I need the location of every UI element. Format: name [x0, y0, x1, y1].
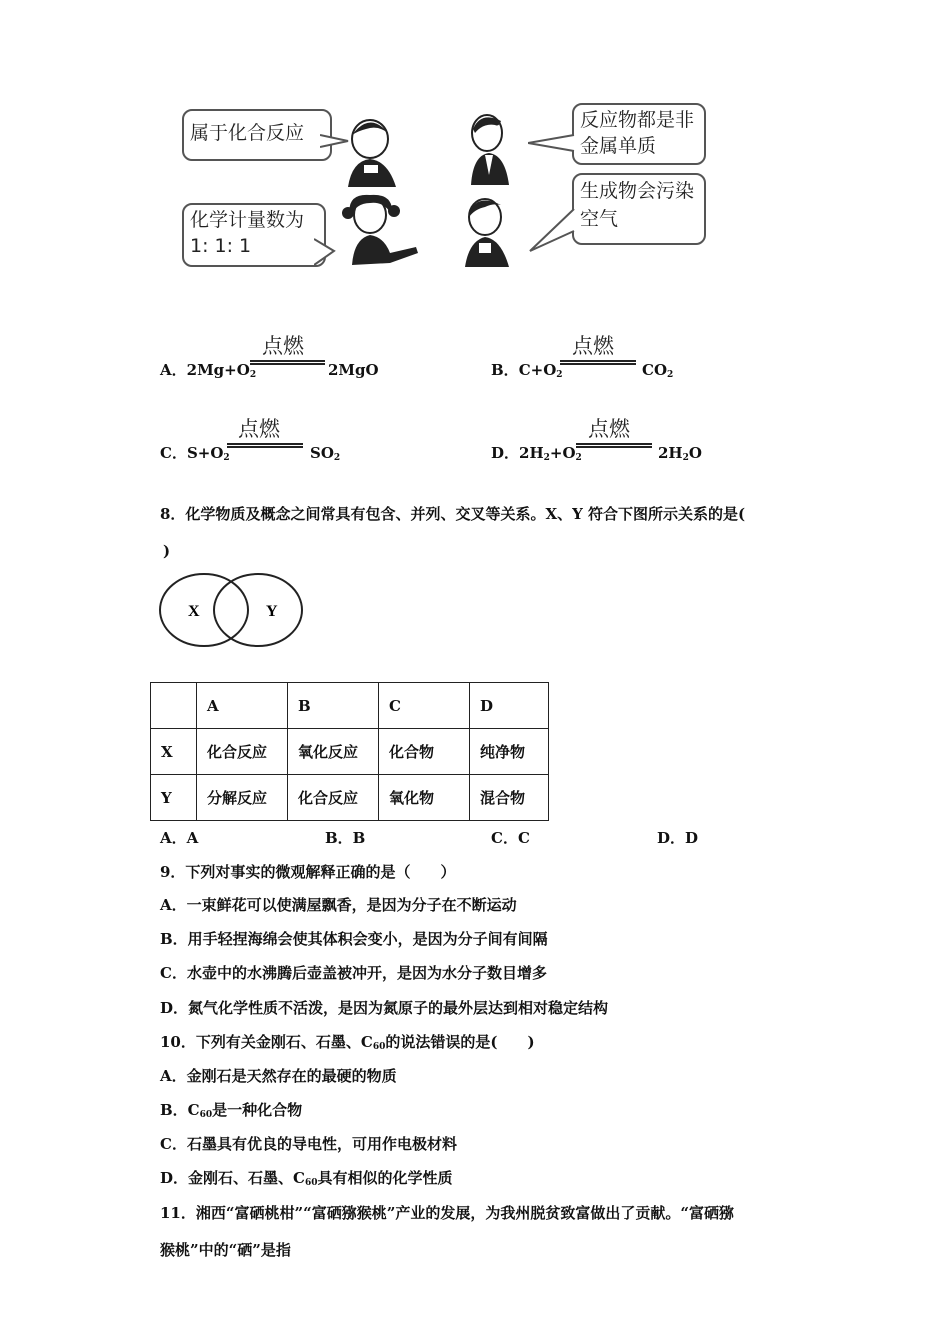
table-cell: 化合反应	[197, 729, 288, 775]
cartoon-figure	[170, 95, 730, 285]
table-header-cell: A	[197, 683, 288, 729]
venn-label-y: Y	[266, 603, 278, 620]
q7-b-equals-bar	[560, 360, 636, 365]
venn-diagram	[158, 572, 306, 648]
q8-option-d: D．D	[657, 829, 699, 847]
q7-c-equals-bar	[227, 443, 303, 448]
q7-c-product-text: SO	[310, 444, 334, 462]
q8-option-a: A．A	[160, 829, 199, 847]
q7-d-product-text: 2H	[658, 444, 683, 462]
q8-option-b: B．B	[325, 829, 366, 847]
q7-d-reactant-2-sub: 2	[575, 453, 582, 463]
q10-stem	[160, 1032, 535, 1057]
speech-bubble-4	[572, 173, 706, 245]
table-cell: 化合反应	[288, 775, 379, 821]
table-cell: 混合物	[470, 775, 549, 821]
q11-stem-line2: 猴桃”中的“硒”是指	[160, 1241, 291, 1259]
bubble-1-text: 属于化合反应	[190, 122, 305, 144]
speech-bubble-1	[182, 109, 332, 161]
q7-c-reactants: S+O	[186, 444, 224, 462]
boy-figure-1-icon	[340, 117, 410, 187]
table-row	[151, 775, 549, 821]
table-header-cell: B	[288, 683, 379, 729]
bubble-4-line1: 生成物会污染	[580, 180, 695, 202]
bubble-2-line2: 金属单质	[580, 135, 657, 157]
q10-d-pre: D．金刚石、石墨、C	[160, 1169, 305, 1187]
q8-stem-end: )	[163, 542, 171, 560]
q10-option-a: A．金刚石是天然存在的最硬的物质	[160, 1067, 397, 1085]
table-header-cell: D	[470, 683, 549, 729]
q7-b-product-sub: 2	[667, 370, 674, 380]
q7-d-product-sub: 2	[682, 453, 689, 463]
girl-figure-icon	[338, 193, 428, 265]
bubble-3-line1: 化学计量数为	[190, 209, 305, 231]
q7-b-label: B．	[491, 361, 519, 379]
q7-d-product	[658, 443, 702, 468]
bubble-4-line2: 空气	[580, 208, 619, 230]
q9-option-d: D．氮气化学性质不活泼，是因为氮原子的最外层达到相对稳定结构	[160, 999, 609, 1017]
q10-option-c: C．石墨具有优良的导电性，可用作电极材料	[160, 1135, 457, 1153]
q7-a-product: 2MgO	[328, 361, 379, 379]
q7-b-reactants: C+O	[518, 361, 557, 379]
table-cell: 纯净物	[470, 729, 549, 775]
table-cell: X	[151, 729, 197, 775]
q7-a-reactants: 2Mg+O	[186, 361, 250, 379]
q11-stem-line1: 11．湘西“富硒桃柑”“富硒猕猴桃”产业的发展，为我州脱贫致富做出了贡献。“富硒猕	[160, 1204, 735, 1222]
q8-stem: 8．化学物质及概念之间常具有包含、并列、交叉等关系。X、Y 符合下图所示关系的是(	[160, 505, 746, 523]
venn-label-x: X	[188, 603, 200, 620]
boy-figure-2-icon	[455, 195, 517, 267]
q7-b-product	[642, 360, 673, 385]
table-header-cell	[151, 683, 197, 729]
q10-stem-pre: 10．下列有关金刚石、石墨、C	[160, 1033, 373, 1051]
q10-b-sub: 60	[199, 1110, 213, 1120]
bubble-2-tail	[528, 133, 576, 153]
q7-a-condition: 点燃	[262, 334, 304, 358]
man-figure-icon	[455, 113, 525, 185]
venn-circle-y	[214, 574, 302, 646]
bubble-3-line2: 1: 1: 1	[190, 235, 252, 257]
q7-option-b	[491, 360, 563, 385]
table-cell: 分解反应	[197, 775, 288, 821]
q10-d-post: 具有相似的化学性质	[317, 1169, 453, 1187]
table-row	[151, 729, 549, 775]
table-cell: 化合物	[379, 729, 470, 775]
speech-bubble-2	[572, 103, 706, 165]
q7-a-equals-bar	[250, 360, 325, 365]
table-cell: 氧化物	[379, 775, 470, 821]
q7-d-reactant-2: +O	[549, 444, 576, 462]
table-cell: Y	[151, 775, 197, 821]
q10-b-post: 是一种化合物	[212, 1101, 303, 1119]
table-header-row	[151, 683, 549, 729]
q7-d-label: D．	[491, 444, 520, 462]
q8-option-c: C．C	[491, 829, 530, 847]
q7-d-condition: 点燃	[588, 417, 630, 441]
q7-c-product	[310, 443, 340, 468]
q10-d-sub: 60	[304, 1178, 318, 1188]
q7-a-reactant-sub: 2	[249, 370, 257, 380]
q9-stem: 9．下列对事实的微观解释正确的是（ ）	[160, 863, 456, 881]
q7-option-c	[160, 443, 230, 468]
q10-stem-sub: 60	[372, 1042, 386, 1052]
q7-c-condition: 点燃	[238, 417, 280, 441]
q7-b-reactant-sub: 2	[556, 370, 563, 380]
q9-option-c: C．水壶中的水沸腾后壶盖被冲开，是因为水分子数目增多	[160, 964, 547, 982]
q7-d-product-tail: O	[688, 444, 702, 462]
q7-d-reactant-1: 2H	[519, 444, 544, 462]
bubble-2-line1: 反应物都是非	[580, 109, 695, 131]
q7-option-d	[491, 443, 582, 468]
table-header-cell: C	[379, 683, 470, 729]
bubble-3-tail	[314, 237, 336, 269]
q7-d-equals-bar	[576, 443, 652, 448]
q10-option-d	[160, 1168, 453, 1193]
q7-c-reactant-sub: 2	[223, 453, 230, 463]
q10-option-b	[160, 1100, 302, 1125]
bubble-4-tail	[528, 207, 576, 253]
q7-b-product-text: CO	[642, 361, 668, 379]
q7-option-a	[160, 360, 256, 385]
q7-b-condition: 点燃	[572, 334, 614, 358]
q9-option-b: B．用手轻捏海绵会使其体积会变小，是因为分子间有间隔	[160, 930, 548, 948]
q7-c-label: C．	[160, 444, 187, 462]
q8-relation-table	[150, 682, 549, 821]
q7-c-product-sub: 2	[333, 453, 341, 463]
q10-b-pre: B．C	[160, 1101, 200, 1119]
q9-option-a: A．一束鲜花可以使满屋飘香，是因为分子在不断运动	[160, 896, 517, 914]
speech-bubble-3	[182, 203, 326, 267]
table-cell: 氧化反应	[288, 729, 379, 775]
venn-circle-x	[160, 574, 248, 646]
q7-a-label: A．	[160, 361, 187, 379]
q7-d-reactant-1-sub: 2	[543, 453, 550, 463]
q10-stem-post: 的说法错误的是( )	[385, 1033, 535, 1051]
